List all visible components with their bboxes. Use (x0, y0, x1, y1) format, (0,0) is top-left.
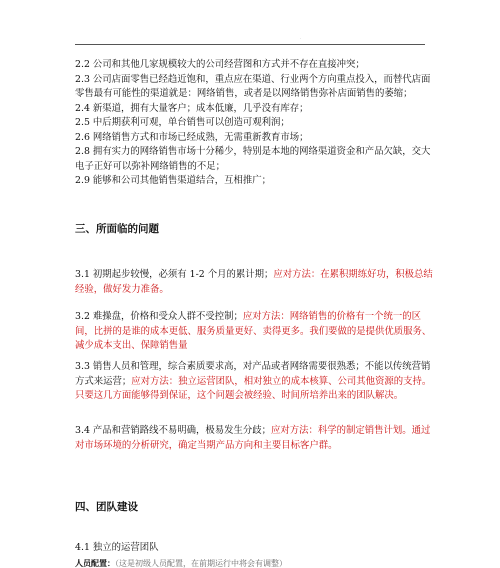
staffing-label: 人员配置： (75, 558, 115, 568)
header-dot: · (300, 36, 302, 41)
cut-off-line (75, 558, 335, 568)
list-item: 2.4 新渠道，拥有大量客户；成本低廉，几乎没有库存； (75, 102, 309, 114)
problem-3-2 (75, 310, 435, 354)
problem-text: 3.4 产品和营销路线不易明确，极易发生分歧； (75, 425, 272, 436)
solution-text: 应对方法：在累积期练好功，积极总结经验，做好发力准备。 (75, 269, 433, 295)
list-item: 2.2 公司和其他几家规模较大的公司经营图和方式并不存在直接冲突； (75, 59, 365, 70)
list-item: 2.6 网络销售方式和市场已经成熟，无需重新教育市场； (75, 131, 309, 143)
problem-text: 3.3 销售人员和管理，综合素质要求高，对产品或者网络需要很熟悉；不能以传统营销方式来运营； (75, 361, 431, 387)
list-item: 2.5 中后期获利可观，单台销售可以创造可观利润； (75, 117, 290, 128)
problem-3-4 (75, 424, 435, 453)
problem-3-1 (75, 268, 435, 297)
problem-3-3 (75, 360, 435, 404)
staffing-note: （这是初级人员配置，在前期运行中将会有调整） (115, 559, 287, 568)
list-item: 2.8 拥有实力的网络销售市场十分稀少，特别是本地的网络渠道资金和产品欠缺，交大电子正好可以弥补网络销售的不足； (75, 146, 431, 172)
solution-text: 应对方法：网络销售的价格有一个统一的区间，比拼的是谁的成本更低、服务质量更好、卖得更多。我们要做的是提供优质服务、减少成本支出、保障销售量 (75, 311, 432, 351)
section3-heading: 三、所面临的问题 (75, 223, 159, 235)
section2-list (75, 58, 435, 189)
header-rule (75, 44, 425, 45)
list-item: 2.9 能够和公司其他销售渠道结合，互相推广； (75, 175, 272, 186)
section4-subheading: 4.1 独立的运营团队 (75, 542, 159, 553)
problem-text: 3.1 初期起步较慢，必须有 1-2 个月的累计期； (75, 269, 274, 280)
section4-heading: 四、团队建设 (75, 501, 138, 513)
list-item: 2.3 公司店面零售已经趋近饱和，重点应在渠道、行业两个方向重点投入，而替代店面零售最有可能性的渠道就是：网络销售，或者是以网络销售弥补店面销售的萎缩； (75, 73, 431, 99)
solution-text: 应对方法：科学的制定销售计划。通过对市场环境的分析研究，确定当期产品方向和主要目标客户群。 (75, 425, 431, 451)
problem-text: 3.2 难操盘，价格和受众人群不受控制； (75, 311, 243, 322)
solution-text: 应对方法：独立运营团队，相对独立的成本核算、公司其他资源的支持。只要这几方面能够得到保证，这个问题会被经验、时间所培养出来的团队解决。 (75, 375, 432, 401)
